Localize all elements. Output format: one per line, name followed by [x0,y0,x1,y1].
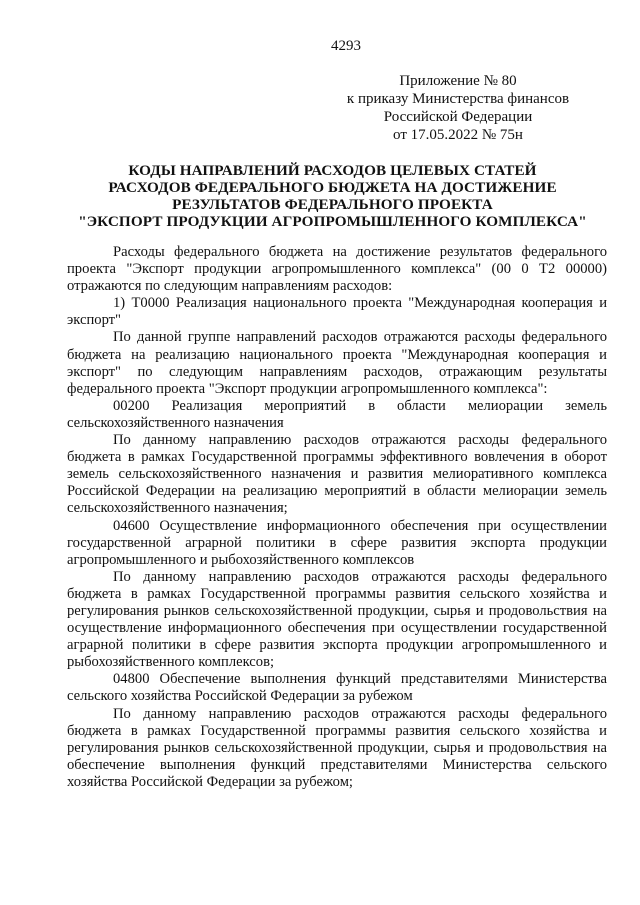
paragraph-code-04800-description: По данному направлению расходов отражаются расходы федерального бюджета в рамках Государственной программы развития сельского хозяйства и регулирования рынков сельскохозяйственной продукции, сырья и продовольствия на обеспечение выполнения функций представителями Министерства сельского хозяйства Российской Федерации за рубежом; [67,705,607,790]
page-number: 4293 [331,38,361,54]
paragraph-code-00200-description: По данному направлению расходов отражаются расходы федерального бюджета в рамках Государственной программы эффективного вовлечения в оборот земель сельскохозяйственного назначения и развития мелиоративного комплекса Российской Федерации на реализацию мероприятий в области мелиорации земель сельскохозяйственного назначения; [67,432,607,517]
document-body [67,244,607,791]
paragraph-code-04800: 04800 Обеспечение выполнения функций представителями Министерства сельского хозяйства Российской Федерации за рубежом [67,671,607,705]
paragraph-code-04600: 04600 Осуществление информационного обеспечения при осуществлении государственной аграрной политики в сфере развития экспорта продукции агропромышленного и рыбохозяйственного комплексов [67,517,607,568]
title-line-2: РАСХОДОВ ФЕДЕРАЛЬНОГО БЮДЖЕТА НА ДОСТИЖЕНИЕ [108,179,557,196]
paragraph-code-04600-description: По данному направлению расходов отражаются расходы федерального бюджета в рамках Государственной программы развития сельского хозяйства и регулирования рынков сельскохозяйственной продукции, сырья и продовольствия на осуществление информационного обеспечения при осуществлении государственной аграрной политики в сфере развития экспорта продукции агропромышленного и рыбохозяйственного комплексов; [67,568,607,671]
paragraph-group-description: По данной группе направлений расходов отражаются расходы федерального бюджета на реализацию национального проекта "Международная кооперация и экспорт" по следующим направлениям расходов, отражающим результаты федерального проекта "Экспорт продукции агропромышленного комплекса": [67,329,607,397]
appendix-federation: Российской Федерации [383,109,533,125]
appendix-number: Приложение № 80 [399,73,517,89]
title-line-4: "ЭКСПОРТ ПРОДУКЦИИ АГРОПРОМЫШЛЕННОГО КОМПЛЕКСА" [78,213,587,230]
title-line-3: РЕЗУЛЬТАТОВ ФЕДЕРАЛЬНОГО ПРОЕКТА [172,196,493,213]
appendix-block [328,72,588,144]
appendix-date: от 17.05.2022 № 75н [393,127,523,143]
paragraph-group-t0000: 1) Т0000 Реализация национального проекта "Международная кооперация и экспорт" [67,295,607,329]
title-line-1: КОДЫ НАПРАВЛЕНИЙ РАСХОДОВ ЦЕЛЕВЫХ СТАТЕЙ [128,162,537,179]
paragraph-code-00200: 00200 Реализация мероприятий в области мелиорации земель сельскохозяйственного назначения [67,397,607,431]
appendix-order-ref: к приказу Министерства финансов [346,91,570,107]
paragraph-intro: Расходы федерального бюджета на достижение результатов федерального проекта "Экспорт продукции агропромышленного комплекса" (00 0 Т2 00000) отражаются по следующим направлениям расходов: [67,244,607,295]
document-title [60,162,605,230]
